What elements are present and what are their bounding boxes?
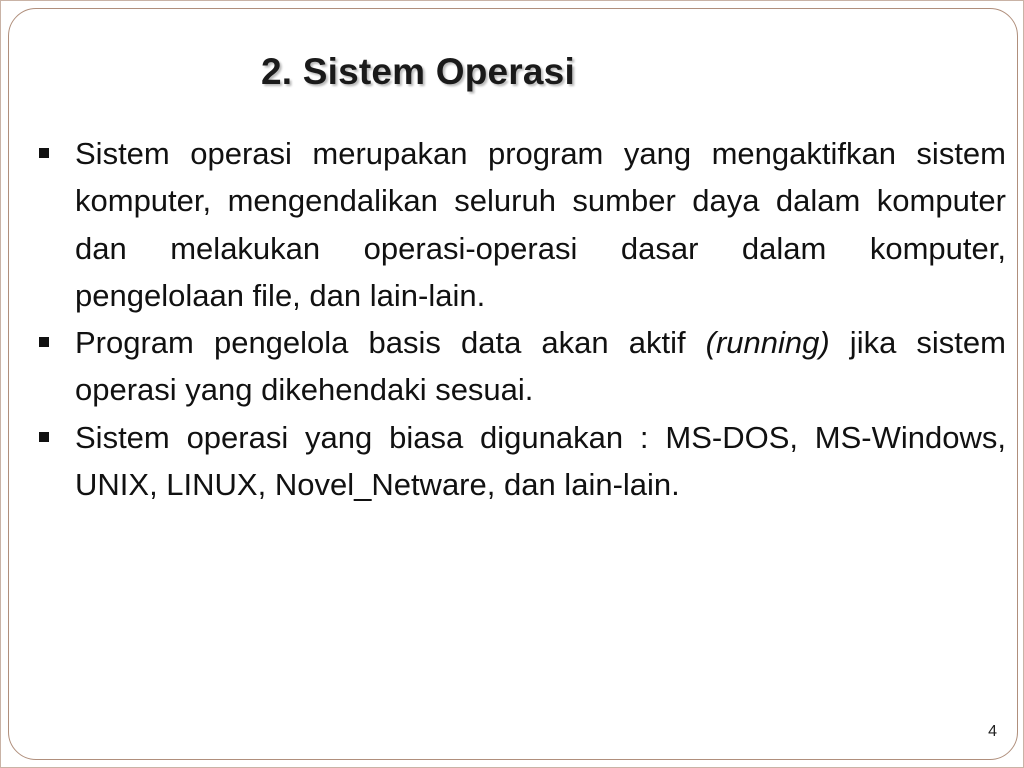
page-number: 4 — [988, 723, 997, 740]
slide-title: 2. Sistem Operasi — [261, 51, 575, 92]
bullet-text-italic: (running) — [705, 325, 830, 361]
bullet-text: jika sistem operasi yang dikehendaki sesuai. — [75, 325, 1006, 408]
bullet-text: Sistem operasi merupakan program yang mengaktifkan sistem komputer, mengendalikan seluruh sumber daya dalam komputer dan melakukan operasi-operasi dasar dalam komputer, pengelolaan file, dan lain-lain. — [75, 136, 1006, 313]
bullet-text: Sistem operasi yang biasa digunakan : MS-DOS, MS-Windows, UNIX, LINUX, Novel_Netware, dan lain-lain. — [75, 419, 1006, 503]
bullet-list — [36, 130, 1006, 508]
square-bullet-icon — [39, 148, 49, 158]
bullet-text: Program pengelola basis data akan aktif — [75, 325, 706, 361]
bullet-item — [36, 319, 1006, 414]
bullet-item — [36, 414, 1006, 509]
square-bullet-icon — [39, 337, 49, 347]
slide-frame — [8, 8, 1018, 760]
square-bullet-icon — [39, 432, 49, 442]
bullet-item — [36, 130, 1006, 319]
